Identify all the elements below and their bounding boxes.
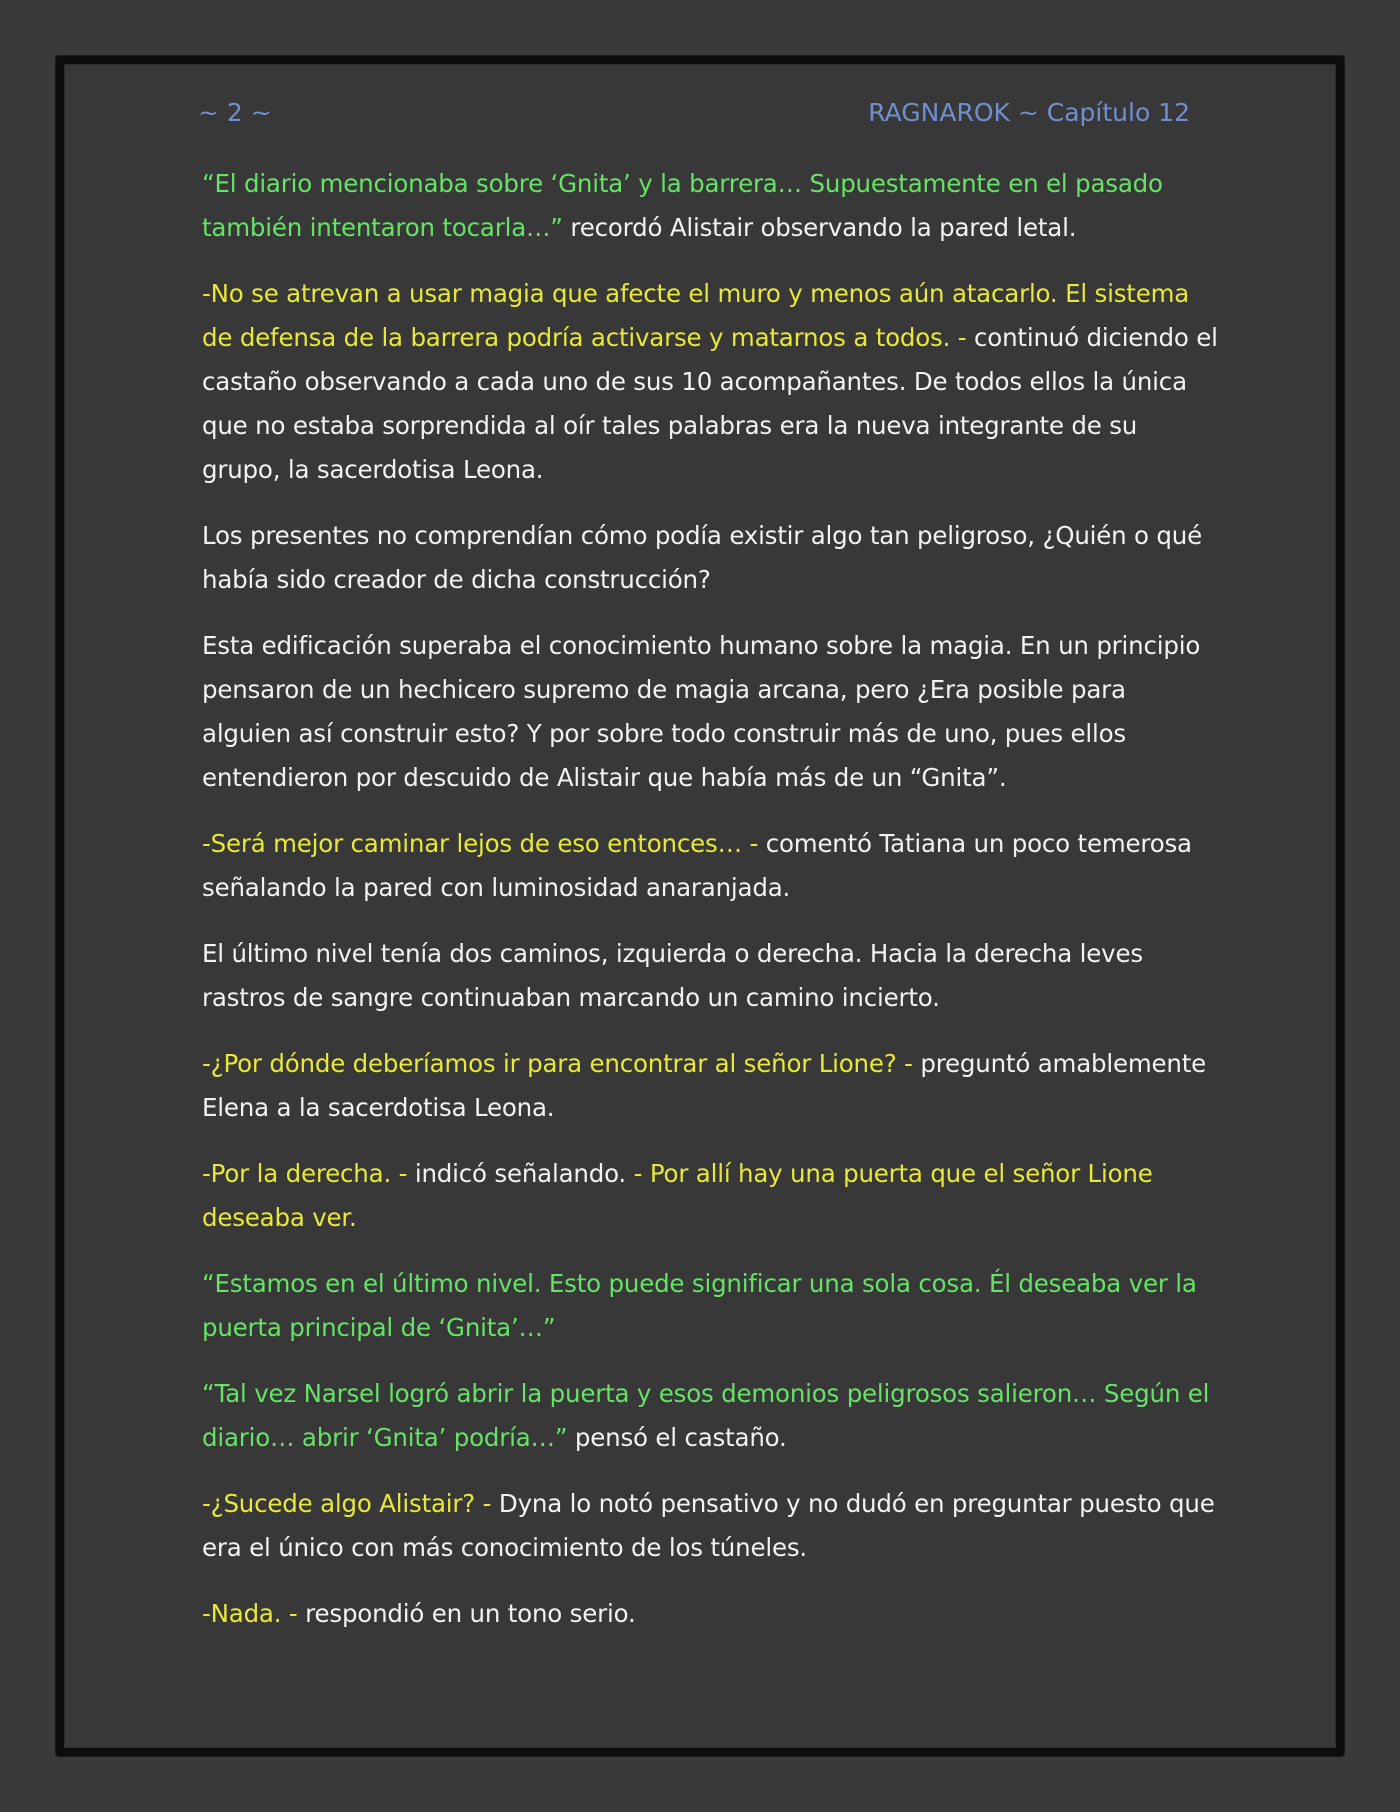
dialogue-text: -Nada. -	[202, 1599, 298, 1628]
paragraph	[202, 1592, 1218, 1636]
dialogue-text: - Por allí hay una puerta que el señor Lione deseaba ver.	[202, 1159, 1153, 1232]
dialogue-text: -¿Sucede algo Alistair? -	[202, 1489, 492, 1518]
narration-text: recordó Alistair observando la pared letal.	[562, 213, 1077, 242]
paragraph	[202, 822, 1218, 910]
page-header	[198, 90, 1190, 134]
narration-text: Dyna lo notó pensativo y no dudó en preguntar puesto que era el único con más conocimiento de los túneles.	[202, 1489, 1215, 1562]
narration-text: comentó Tatiana un poco temerosa señalando la pared con luminosidad anaranjada.	[202, 829, 1192, 902]
page-number: ~ 2 ~	[198, 97, 272, 127]
paragraph	[202, 272, 1218, 492]
dialogue-text: -Por la derecha. -	[202, 1159, 408, 1188]
dialogue-text: -¿Por dónde deberíamos ir para encontrar al señor Lione? -	[202, 1049, 913, 1078]
paragraph	[202, 1482, 1218, 1570]
paragraph	[202, 624, 1218, 800]
narration-text: Los presentes no comprendían cómo podía existir algo tan peligroso, ¿Quién o qué había sido creador de dicha construcción?	[202, 521, 1202, 594]
dialogue-text: -No se atrevan a usar magia que afecte el muro y menos aún atacarlo. El sistema de defensa de la barrera podría activarse y matarnos a todos. -	[202, 279, 1190, 352]
paragraph	[202, 1152, 1218, 1240]
dialogue-text: -Será mejor caminar lejos de eso entonces… -	[202, 829, 759, 858]
book-page	[56, 56, 1344, 1756]
thought-text: “El diario mencionaba sobre ‘Gnita’ y la barrera… Supuestamente en el pasado también intentaron tocarla…”	[202, 169, 1163, 242]
narration-text: El último nivel tenía dos caminos, izquierda o derecha. Hacia la derecha leves rastros de sangre continuaban marcando un camino incierto.	[202, 939, 1143, 1012]
narration-text: Esta edificación superaba el conocimiento humano sobre la magia. En un principio pensaron de un hechicero supremo de magia arcana, pero ¿Era posible para alguien así construir esto? Y por sobre todo construir más de uno, pues ellos entendieron por descuido de Alistair que había más de un “Gnita”.	[202, 631, 1201, 792]
paragraph	[202, 162, 1218, 250]
narration-text: respondió en un tono serio.	[297, 1599, 636, 1628]
narration-text: indicó señalando.	[407, 1159, 634, 1188]
paragraph	[202, 1042, 1218, 1130]
thought-text: “Estamos en el último nivel. Esto puede significar una sola cosa. Él deseaba ver la puerta principal de ‘Gnita’…”	[202, 1269, 1197, 1342]
narration-text: pensó el castaño.	[567, 1423, 787, 1452]
paragraph	[202, 932, 1218, 1020]
thought-text: “Tal vez Narsel logró abrir la puerta y esos demonios peligrosos salieron… Según el diario… abrir ‘Gnita’ podría…”	[202, 1379, 1210, 1452]
paragraph	[202, 1262, 1218, 1350]
chapter-title: RAGNAROK ~ Capítulo 12	[868, 97, 1190, 127]
paragraph	[202, 1372, 1218, 1460]
narration-text: preguntó amablemente Elena a la sacerdotisa Leona.	[202, 1049, 1206, 1122]
narration-text: continuó diciendo el castaño observando a cada uno de sus 10 acompañantes. De todos ellos la única que no estaba sorprendida al oír tales palabras era la nueva integrante de su grupo, la sacerdotisa Leona.	[202, 323, 1218, 484]
paragraph	[202, 514, 1218, 602]
page-body	[202, 162, 1218, 1658]
